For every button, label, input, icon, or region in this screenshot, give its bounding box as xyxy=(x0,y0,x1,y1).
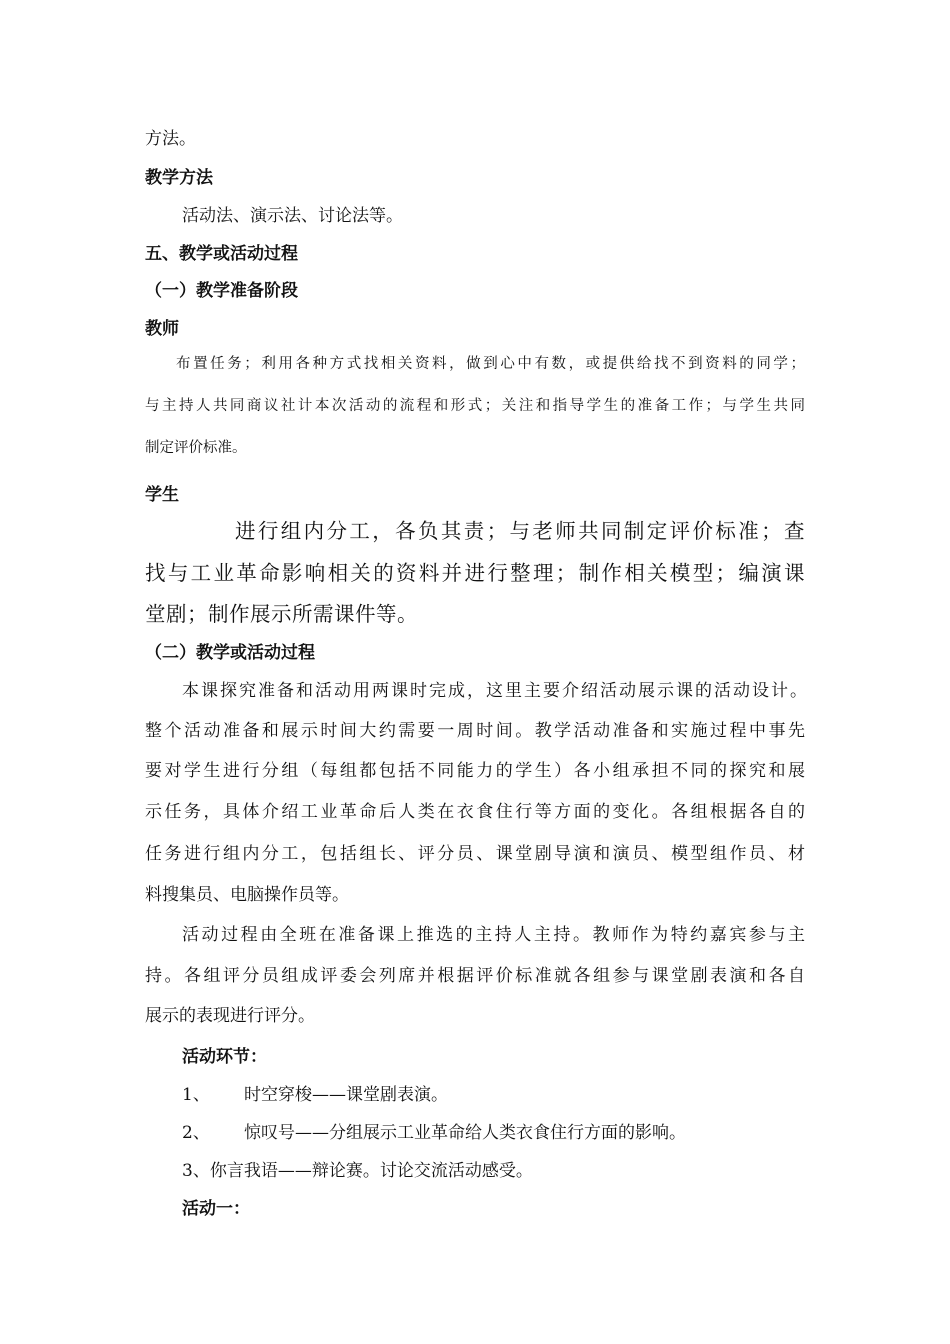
body-text-line: 找与工业革命影响相关的资料并进行整理；制作相关模型；编演课 xyxy=(145,561,805,585)
body-text-line: 示任务，具体介绍工业革命后人类在衣食住行等方面的变化。各组根据各自的 xyxy=(145,802,805,822)
section-heading-process: 五、教学或活动过程 xyxy=(145,244,298,264)
subsection-heading-preparation: （一）教学准备阶段 xyxy=(145,281,298,301)
body-text-line: 活动过程由全班在准备课上推选的主持人主持。教师作为特约嘉宾参与主 xyxy=(182,925,805,945)
list-item-text: 时空穿梭——课堂剧表演。 xyxy=(244,1085,448,1105)
heading-student: 学生 xyxy=(145,485,179,505)
section-heading-teaching-methods: 教学方法 xyxy=(145,168,213,188)
body-text-line: 制定评价标准。 xyxy=(145,440,247,456)
body-text-line: 要对学生进行分组（每组都包括不同能力的学生）各小组承担不同的探究和展 xyxy=(145,761,805,781)
heading-activity-one: 活动一： xyxy=(182,1199,250,1219)
list-item: 3、你言我语——辩论赛。讨论交流活动感受。 xyxy=(182,1161,533,1181)
body-text-line: 与主持人共同商议社计本次活动的流程和形式；关注和指导学生的准备工作；与学生共同 xyxy=(145,398,805,414)
list-item xyxy=(182,1118,686,1143)
list-item-number: 2、 xyxy=(182,1123,210,1143)
body-text-line: 本课探究准备和活动用两课时完成，这里主要介绍活动展示课的活动设计。 xyxy=(182,681,807,701)
subsection-heading-activity-process: （二）教学或活动过程 xyxy=(145,643,315,663)
body-text-line: 布置任务；利用各种方式找相关资料，做到心中有数，或提供给找不到资料的同学； xyxy=(176,356,805,372)
body-text-line: 堂剧；制作展示所需课件等。 xyxy=(145,602,418,626)
body-text-line: 进行组内分工，各负其责；与老师共同制定评价标准；查 xyxy=(235,519,805,543)
heading-teacher: 教师 xyxy=(145,319,179,339)
list-item xyxy=(182,1080,448,1105)
body-text-line: 活动法、演示法、讨论法等。 xyxy=(182,206,403,226)
body-text-line: 持。各组评分员组成评委会列席并根据评价标准就各组参与课堂剧表演和各自 xyxy=(145,966,805,986)
body-text-line: 任务进行组内分工，包括组长、评分员、课堂剧导演和演员、模型组作员、材 xyxy=(145,844,805,864)
list-item-text: 惊叹号——分组展示工业革命给人类衣食住行方面的影响。 xyxy=(244,1123,686,1143)
body-text-line: 整个活动准备和展示时间大约需要一周时间。教学活动准备和实施过程中事先 xyxy=(145,721,805,741)
body-text-line: 方法。 xyxy=(145,129,196,149)
list-item-number: 1、 xyxy=(182,1085,210,1105)
body-text-line: 料搜集员、电脑操作员等。 xyxy=(145,885,349,905)
body-text-line: 展示的表现进行评分。 xyxy=(145,1006,315,1026)
heading-activity-steps: 活动环节： xyxy=(182,1047,267,1067)
